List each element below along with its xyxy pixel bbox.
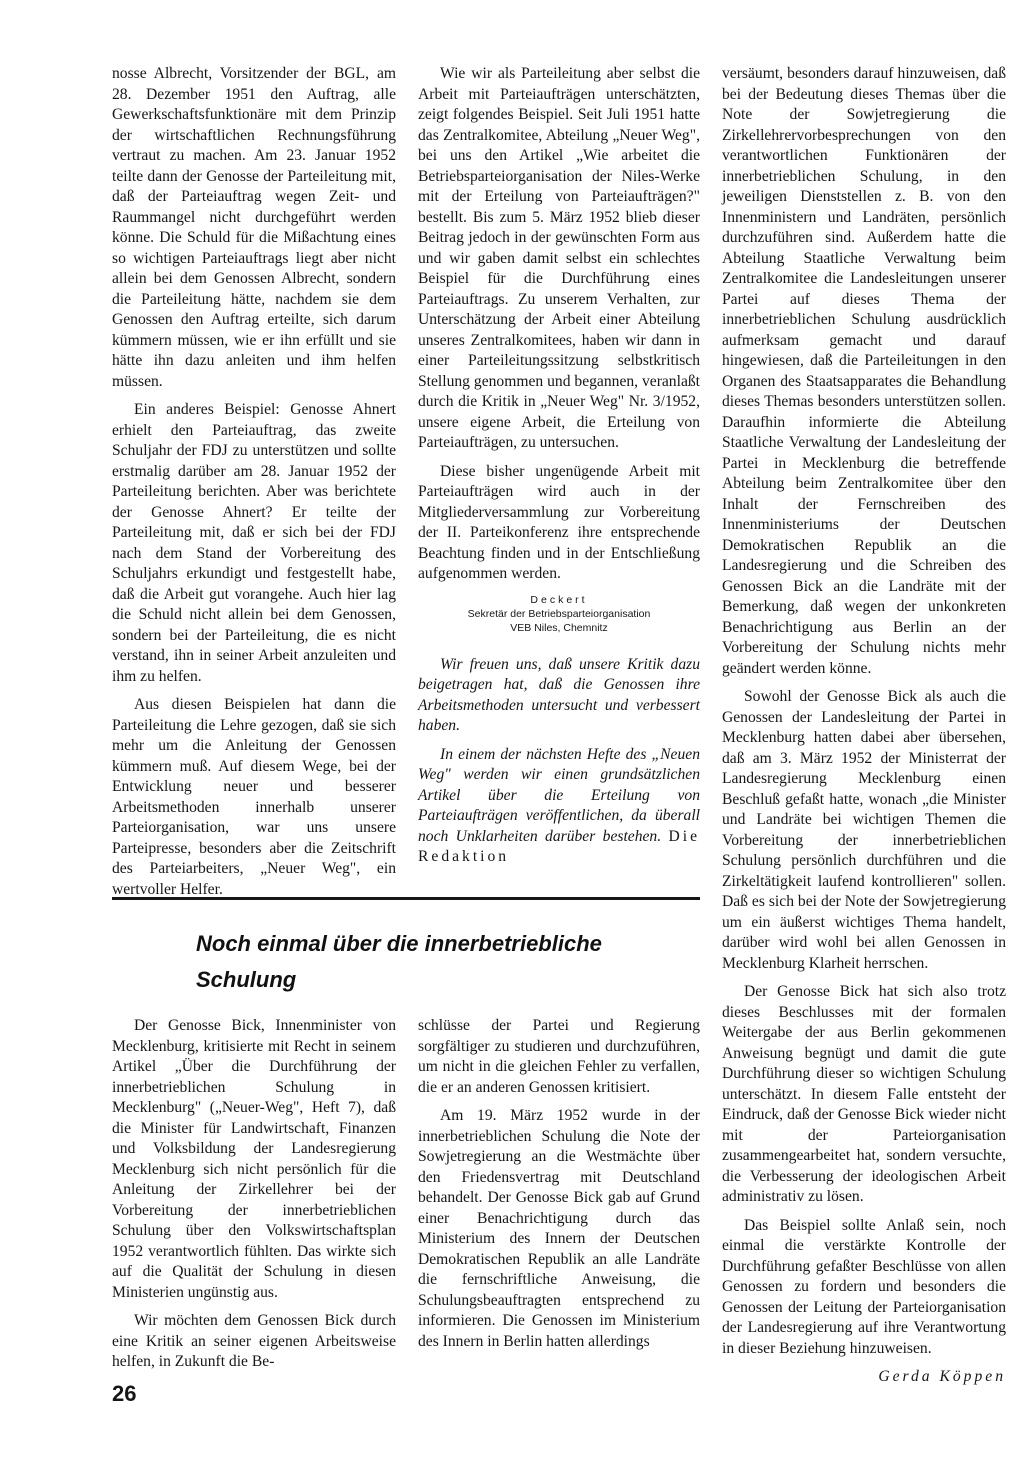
bottom-article-column-3 xyxy=(722,64,1006,1388)
section-divider xyxy=(112,897,700,900)
paragraph: versäumt, besonders darauf hinzuweisen, daß bei der Bedeutung dieses Themas über die Note der Sowjetregierung die Zirkellehrervorbesprechungen von den verantwortlichen Funktionären der innerbetrieblichen Schulung, in den jeweiligen Dienststellen z. B. von den Innenministern und Landräten, persönlich durchzuführen sind. Außerdem hatte die Abteilung Staatliche Verwaltung beim Zentralkomitee die Landesleitungen unserer Partei auf dieses Thema der innerbetrieblichen Schulung ausdrücklich aufmerksam gemacht und darauf hingewiesen, daß die Parteileitungen in den Organen des Staatsapparates die Behandlung dieses Themas besonders unterstützen sollen. Daraufhin informierte die Abteilung Staatliche Verwaltung der Landesleitung der Partei in Mecklenburg die betreffende Abteilung beim Zentralkomitee über den Inhalt der Fernschreiben des Innenministeriums der Deutschen Demokratischen Republik an die Landesregierung und die Schreiben des Genossen Bick an die Landräte mit der Bemerkung, daß wegen der unkonkreten Benachrichtigung aus Berlin an der Vorbereitung der Schulung nichts mehr geändert werden könne. xyxy=(722,65,1006,677)
bottom-article-column-2 xyxy=(418,1016,700,1360)
top-article-column-1 xyxy=(112,64,396,908)
author-name: Gerda Köppen xyxy=(878,1368,1006,1385)
bottom-article-column-1 xyxy=(112,1016,396,1381)
paragraph: Der Genosse Bick, Innenminister von Mecklenburg, kritisierte mit Recht in seinem Artikel „Über die Durchführung der innerbetrieblichen Schulung in Mecklenburg" („Neuer-Weg", Heft 7), daß die Minister für Landwirtschaft, Finanzen und Volksbildung der Landesregierung Mecklenburg sich nicht persönlich für die Anleitung der Zirkellehrer bei der Vorbereitung der innerbetrieblichen Schulung über den Volkswirtschaftsplan 1952 verantwortlich fühlten. Das wirkte sich auf die Qualität der Schulung in diesen Ministerien ungünstig aus. xyxy=(112,1017,396,1301)
editorial-note xyxy=(418,745,700,868)
paragraph: Ein anderes Beispiel: Genosse Ahnert erhielt den Parteiauftrag, das zweite Schuljahr der FDJ zu unterstützen und sollte erstmalig darüber am 28. Januar 1952 der Parteileitung berichten. Aber was berichtete der Genosse Ahnert? Er teilte der Parteileitung mit, daß er sich bei der FDJ nach dem Stand der Vorbereitung des Schuljahrs erkundigt und festgestellt habe, daß die Arbeit gut vorangehe. Auch hier lag die Schuld nicht allein bei dem Genossen, sondern bei der Parteileitung, die es nicht verstand, ihn in seiner Arbeit anzuleiten und ihm zu helfen. xyxy=(112,401,396,685)
paragraph: Aus diesen Beispielen hat dann die Parteileitung die Lehre gezogen, daß sie sich mehr um die Anleitung der Genossen kümmern muß. Auf diesem Wege, bei der Entwicklung neuer und besserer Arbeitsmethoden innerhalb unserer Parteiorganisation, war uns unsere Parteipresse, besonders aber die Zeitschrift des Parteiarbeiters, „Neuer Weg", ein wertvoller Helfer. xyxy=(112,696,396,898)
editorial-note: Wir freuen uns, daß unsere Kritik dazu beigetragen hat, daß die Genossen ihre Arbeitsmethoden untersucht und verbessert haben. xyxy=(418,655,700,734)
paragraph: schlüsse der Partei und Regierung sorgfältiger zu studieren und durchzuführen, um nicht in die gleichen Fehler zu verfallen, die er an anderen Genossen kritisiert. xyxy=(418,1017,700,1096)
paragraph: Sowohl der Genosse Bick als auch die Genossen der Landesleitung der Partei in Mecklenburg hatten dabei aber übersehen, daß am 3. März 1952 der Ministerrat der Landesregierung Mecklenburg einen Beschluß gefaßt hatte, wonach „die Minister und Landräte bei wichtigen Themen die Vorbereitung der innerbetrieblichen Schulung persönlich durchführen und die Zirkeltätigkeit laufend kontrollieren" sollen. Daß es sich bei der Note der Sowjetregierung um ein äußerst wichtiges Thema handelt, darüber wird wohl bei allen Genossen in Mecklenburg Klarheit herrschen. xyxy=(722,688,1006,972)
paragraph: Das Beispiel sollte Anlaß sein, noch einmal die verstärkte Kontrolle der Durchführung gefaßter Beschlüsse von allen Genossen zu fordern und besonders die Genossen der Leitung der Parteiorganisation der Landesregierung auf ihre Verantwortung in dieser Beziehung hinzuweisen. xyxy=(722,1216,1006,1357)
signature-role: Sekretär der Betriebsparteiorganisation xyxy=(467,607,651,620)
signature-org: VEB Niles, Chemnitz xyxy=(510,621,608,634)
article-headline: Noch einmal über die innerbetriebliche Schulung xyxy=(196,931,602,992)
editorial-signoff: Die Redaktion xyxy=(418,827,700,865)
editorial-text: In einem der nächsten Hefte des „Neuen Weg" werden wir einen grundsätzlichen Artikel über die Erteilung von Parteiaufträgen veröffentlichen, da überall noch Unklarheiten darüber bestehen. xyxy=(418,745,700,845)
author-signature xyxy=(418,593,700,635)
paragraph: Wie wir als Parteileitung aber selbst die Arbeit mit Parteiaufträgen unterschätzten, zeigt folgendes Beispiel. Seit Juli 1951 hatte das Zentralkomitee, Abteilung „Neuer Weg", bei uns den Artikel „Wie arbeitet die Betriebsparteiorganisation der Niles-Werke mit der Erteilung von Parteiaufträgen?" bestellt. Bis zum 5. März 1952 blieb dieser Beitrag jedoch in der gewünschten Form aus und wir gaben damit selbst ein schlechtes Beispiel für die Durchführung eines Parteiauftrags. Zu unserem Verhalten, zur Unterschätzung der Arbeit einer Abteilung unseres Zentralkomitees, haben wir dann in einer Parteileitungssitzung selbstkritisch Stellung genommen und begannen, veranlaßt durch die Kritik in „Neuer Weg" Nr. 3/1952, unsere eigene Arbeit, die Erteilung von Parteiaufträgen, zu untersuchen. xyxy=(418,65,700,451)
paragraph: Diese bisher ungenügende Arbeit mit Parteiaufträgen wird auch in der Mitgliederversammlung zur Vorbereitung der II. Parteikonferenz ihre entsprechende Beachtung finden und in der Entschließung aufgenommen werden. xyxy=(418,462,700,582)
paragraph: nosse Albrecht, Vorsitzender der BGL, am 28. Dezember 1951 den Auftrag, alle Gewerkschaftsfunktionäre mit dem Prinzip der wirtschaftlichen Rechnungsführung vertraut zu machen. Am 23. Januar 1952 teilte dann der Genosse der Parteileitung mit, daß der Parteiauftrag wegen Zeit- und Raummangel nicht durchgeführt werden könne. Die Schuld für die Mißachtung eines so wichtigen Parteiauftrags liegt aber nicht allein bei dem Genossen Albrecht, sondern die Parteileitung hätte, nachdem sie dem Genossen den Auftrag erteilte, sich darum kümmern müssen, wie er ihn erfüllt und sie hätte ihn dazu anleiten und ihm helfen müssen. xyxy=(112,65,396,390)
paragraph: Der Genosse Bick hat sich also trotz dieses Beschlusses mit der formalen Weitergabe der aus Berlin gekommenen Anweisung begnügt und damit die gute Durchführung dieser so wichtigen Schulung unterschätzt. In diesem Falle entsteht der Eindruck, daß der Genosse Bick wieder nicht mit der Parteiorganisation zusammengearbeitet hat, sondern versuchte, die Verbesserung der ideologischen Arbeit administrativ zu lösen. xyxy=(722,983,1006,1205)
top-article-column-2 xyxy=(418,64,700,876)
page-number: 26 xyxy=(112,1381,137,1406)
paragraph: Wir möchten dem Genossen Bick durch eine Kritik an seiner eigenen Arbeitsweise helfen, in Zukunft die Be- xyxy=(112,1312,396,1370)
signature-name: Deckert xyxy=(530,593,588,606)
paragraph: Am 19. März 1952 wurde in der innerbetrieblichen Schulung die Note der Sowjetregierung an die Westmächte über den Friedensvertrag mit Deutschland behandelt. Der Genosse Bick gab auf Grund einer Benachrichtigung durch das Ministerium des Innern der Deutschen Demokratischen Republik an alle Landräte die fernschriftliche Anweisung, die Schulungsbeauftragten entsprechend zu informieren. Die Genossen im Ministerium des Innern in Berlin hatten allerdings xyxy=(418,1107,700,1350)
